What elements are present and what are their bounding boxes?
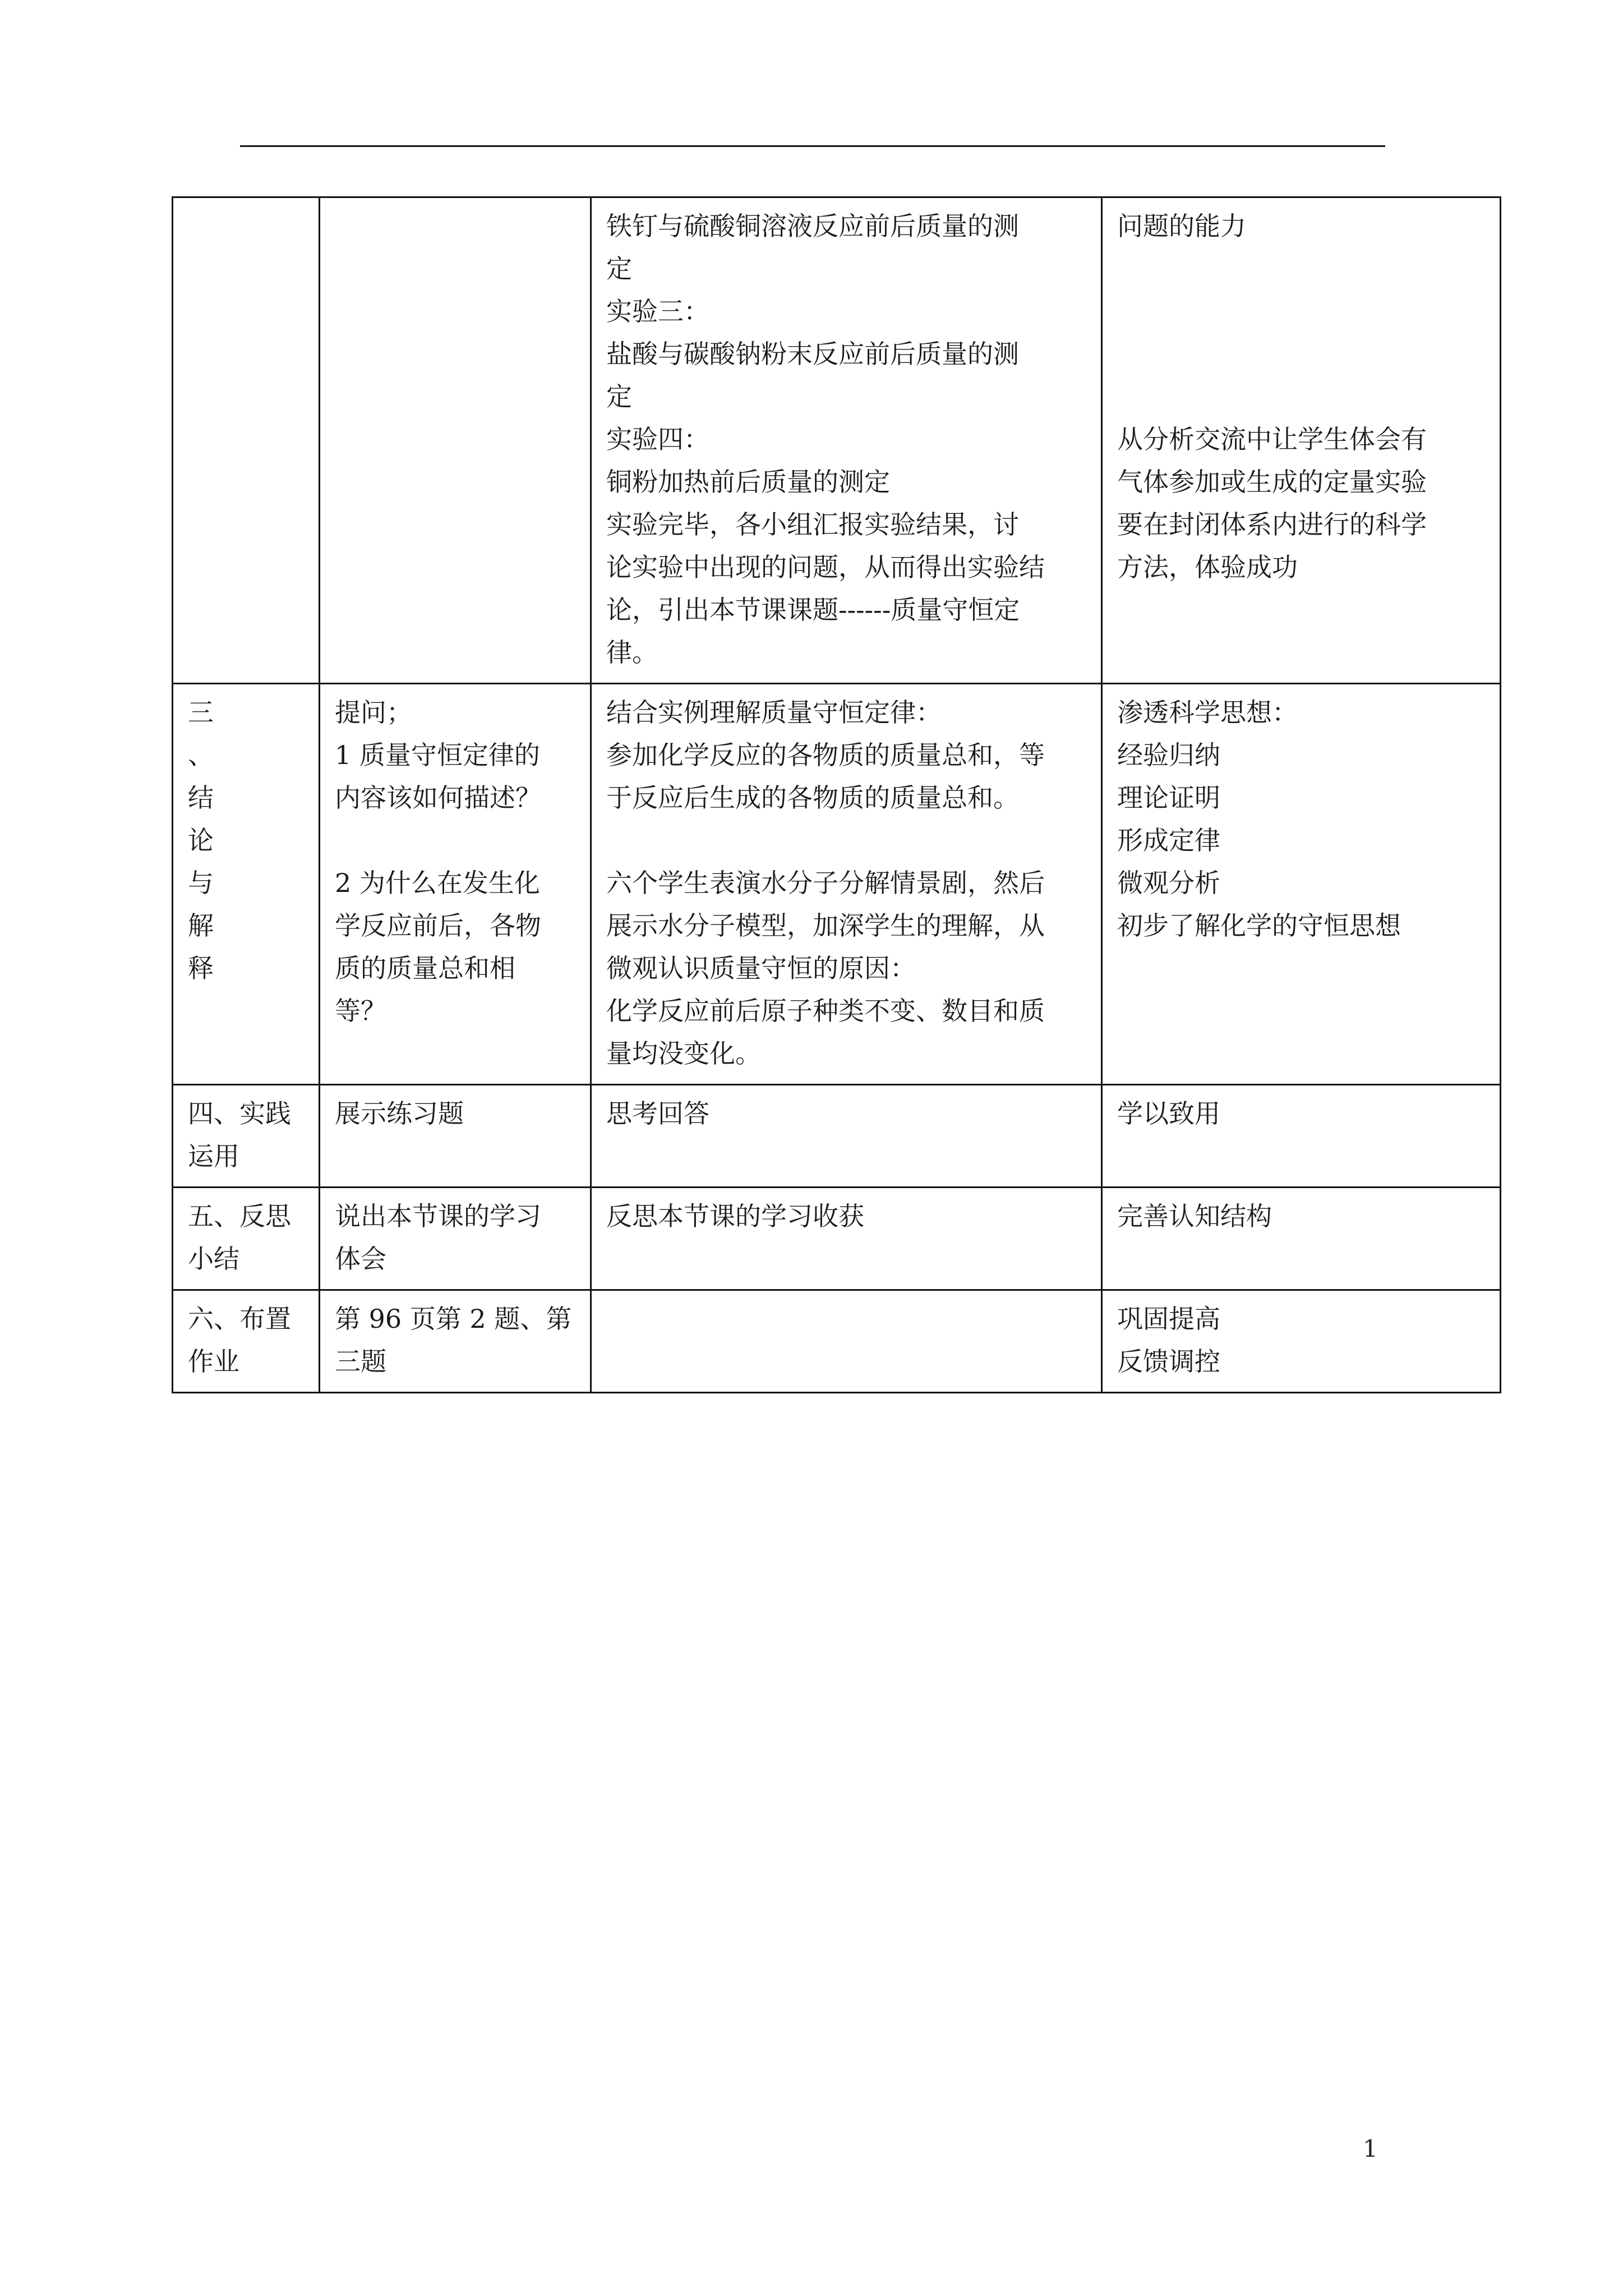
lesson-plan-table — [172, 196, 1501, 1393]
teacher-activity-cell — [320, 1188, 591, 1290]
cell-text-line: 提问； — [335, 697, 412, 728]
cell-text-line: 思考回答 — [606, 1098, 709, 1129]
table-body — [173, 197, 1501, 1393]
cell-text-line: 微观认识质量守恒的原因： — [606, 953, 916, 983]
cell-text-line: 于反应后生成的各物质的质量总和。 — [606, 783, 1019, 813]
cell-text-line: 实验四： — [606, 424, 709, 454]
table-row — [173, 197, 1501, 684]
student-activity-cell — [591, 1188, 1102, 1290]
teacher-activity-cell — [320, 1290, 591, 1393]
cell-text-line: 小结 — [188, 1244, 239, 1274]
blank-line — [1117, 375, 1486, 418]
cell-text-line: 渗透科学思想： — [1117, 697, 1298, 728]
student-activity-cell — [591, 197, 1102, 684]
cell-text-line: 学反应前后，各物 — [335, 910, 541, 941]
cell-text-line: 四、实践 — [188, 1098, 291, 1129]
cell-text-line: 说出本节课的学习 — [335, 1201, 541, 1231]
cell-text-line: 化学反应前后原子种类不变、数目和质 — [606, 996, 1045, 1026]
stage-cell — [173, 1188, 320, 1290]
cell-text-line: 内容该如何描述？ — [335, 783, 541, 813]
stage-cell — [173, 1290, 320, 1393]
blank-line — [606, 819, 1087, 862]
cell-text-line: 展示水分子模型，加深学生的理解，从 — [606, 910, 1045, 941]
blank-line — [335, 819, 577, 862]
cell-text-line: 反思本节课的学习收获 — [606, 1201, 864, 1231]
cell-text-line: 方法，体验成功 — [1117, 552, 1298, 582]
cell-text-line: 2 为什么在发生化 — [335, 868, 540, 898]
cell-text-line: 从分析交流中让学生体会有 — [1117, 424, 1427, 454]
cell-text-line: 理论证明 — [1117, 783, 1220, 813]
design-intent-cell — [1102, 197, 1501, 684]
cell-text-line: 定 — [606, 254, 632, 284]
cell-text-line: 实验三： — [606, 296, 709, 326]
cell-text-line: 六、布置 — [188, 1304, 291, 1334]
stage-cell — [173, 197, 320, 684]
cell-text-line: 气体参加或生成的定量实验 — [1117, 467, 1427, 497]
blank-line — [1117, 247, 1486, 290]
cell-text-line: 反馈调控 — [1117, 1346, 1220, 1377]
cell-text-line: 结合实例理解质量守恒定律： — [606, 697, 942, 728]
cell-text-line: 微观分析 — [1117, 868, 1220, 898]
cell-text-line: 铁钉与硫酸铜溶液反应前后质量的测 — [606, 211, 1019, 241]
cell-text-line: 释 — [188, 953, 214, 983]
blank-line — [1117, 333, 1486, 375]
cell-text-line: 论 — [188, 825, 214, 855]
cell-text-line: 五、反思 — [188, 1201, 291, 1231]
teacher-activity-cell — [320, 197, 591, 684]
cell-text-line: 参加化学反应的各物质的质量总和，等 — [606, 740, 1045, 770]
teacher-activity-cell — [320, 684, 591, 1085]
teacher-activity-cell — [320, 1085, 591, 1188]
cell-text-line: 解 — [188, 910, 214, 941]
student-activity-cell — [591, 684, 1102, 1085]
design-intent-cell — [1102, 1085, 1501, 1188]
cell-text-line: 初步了解化学的守恒思想 — [1117, 910, 1401, 941]
cell-text-line: 形成定律 — [1117, 825, 1220, 855]
cell-text-line: 展示练习题 — [335, 1098, 464, 1129]
cell-text-line: 、 — [188, 740, 214, 770]
cell-text-line: 作业 — [188, 1346, 239, 1377]
cell-text-line: 与 — [188, 868, 214, 898]
cell-text-line: 三题 — [335, 1346, 386, 1377]
cell-text-line: 量均没变化。 — [606, 1038, 761, 1069]
design-intent-cell — [1102, 684, 1501, 1085]
cell-text-line: 等？ — [335, 996, 386, 1026]
cell-text-line: 运用 — [188, 1141, 239, 1171]
cell-text-line: 实验完毕，各小组汇报实验结果，讨 — [606, 509, 1019, 540]
cell-text-line: 完善认知结构 — [1117, 1201, 1272, 1231]
cell-text-line: 铜粉加热前后质量的测定 — [606, 467, 890, 497]
cell-text-line: 盐酸与碳酸钠粉末反应前后质量的测 — [606, 339, 1019, 369]
header-rule — [240, 145, 1385, 147]
cell-text-line: 巩固提高 — [1117, 1304, 1220, 1334]
cell-text-line: 结 — [188, 783, 214, 813]
cell-text-line: 六个学生表演水分子分解情景剧，然后 — [606, 868, 1045, 898]
cell-text-line: 定 — [606, 381, 632, 412]
design-intent-cell — [1102, 1188, 1501, 1290]
cell-text-line: 论实验中出现的问题，从而得出实验结 — [606, 552, 1045, 582]
cell-text-line: 第 96 页第 2 题、第 — [335, 1304, 572, 1334]
cell-text-line: 问题的能力 — [1117, 211, 1246, 241]
table-row — [173, 1085, 1501, 1188]
stage-cell — [173, 684, 320, 1085]
design-intent-cell — [1102, 1290, 1501, 1393]
cell-text-line: 三 — [188, 697, 214, 728]
cell-text-line: 质的质量总和相 — [335, 953, 515, 983]
cell-text-line: 经验归纳 — [1117, 740, 1220, 770]
blank-line — [1117, 290, 1486, 333]
cell-text-line: 律。 — [606, 637, 658, 668]
page-number: 1 — [1363, 2135, 1378, 2162]
stage-cell — [173, 1085, 320, 1188]
cell-text-line: 论，引出本节课课题------质量守恒定 — [606, 595, 1020, 625]
table-row — [173, 684, 1501, 1085]
table-row — [173, 1188, 1501, 1290]
cell-text-line: 学以致用 — [1117, 1098, 1220, 1129]
cell-text-line: 要在封闭体系内进行的科学 — [1117, 509, 1427, 540]
cell-text-line: 体会 — [335, 1244, 386, 1274]
table-row — [173, 1290, 1501, 1393]
cell-text-line: 1 质量守恒定律的 — [335, 740, 540, 770]
student-activity-cell — [591, 1290, 1102, 1393]
student-activity-cell — [591, 1085, 1102, 1188]
